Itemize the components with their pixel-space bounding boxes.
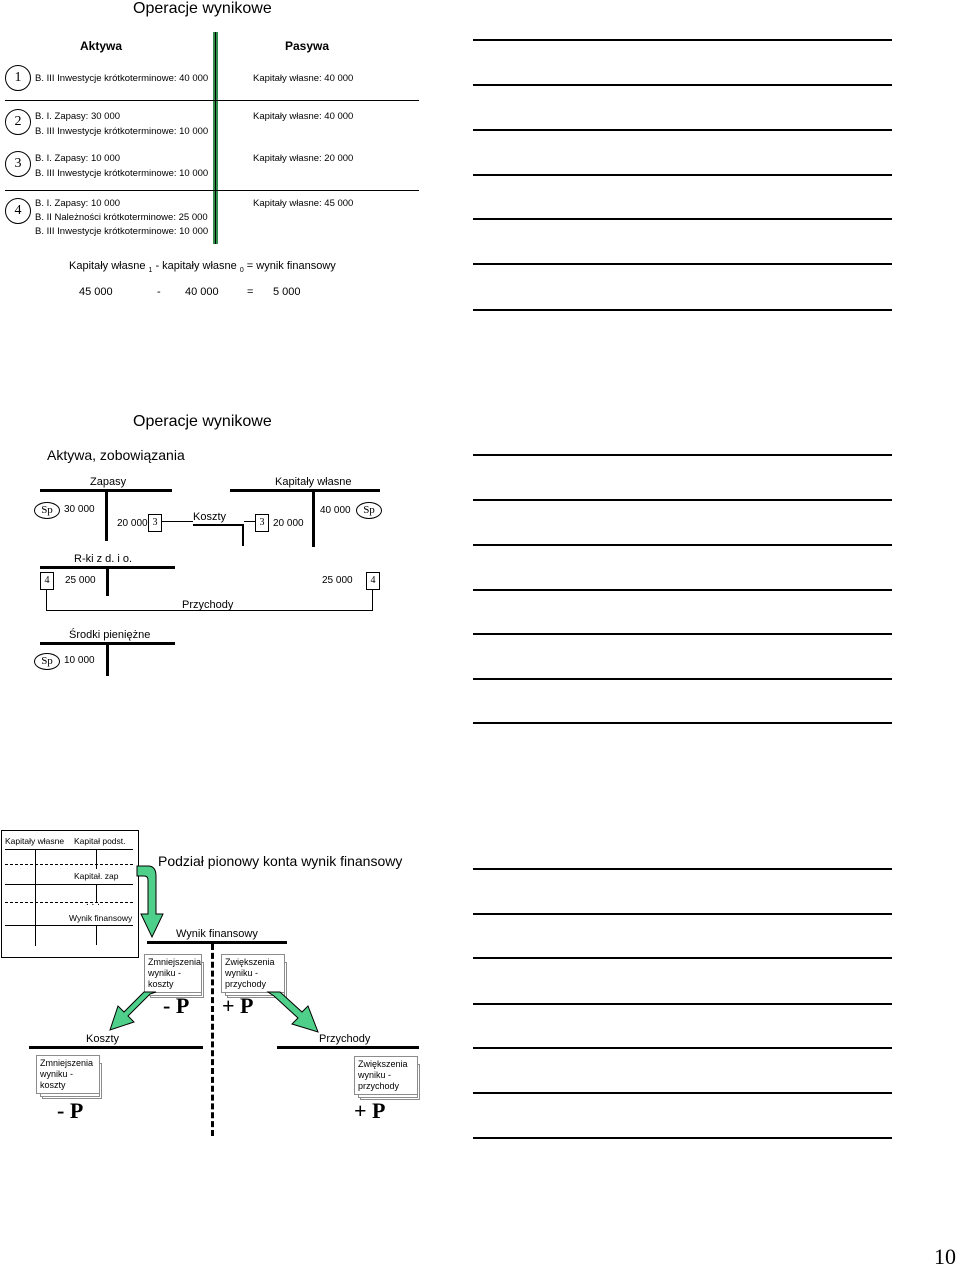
mini-wf-label: Wynik finansowy (69, 913, 133, 923)
assets-header: Aktywa (80, 39, 123, 53)
note-line (473, 39, 892, 41)
row1-assets-line: B. III Inwestycje krótkoterminowe: 40 000 (35, 73, 209, 84)
slide2-subtitle: Aktywa, zobowiązania (47, 447, 185, 463)
zapasy-ref-badge: 3 (148, 514, 162, 532)
connector-line (46, 589, 47, 611)
green-arrow-left-icon (106, 990, 158, 1032)
note-line (473, 129, 892, 131)
mini-kp-label: Kapitał podst. (74, 836, 126, 846)
formula-value-a: 45 000 (79, 286, 113, 298)
row4-assets-line: B. III Inwestycje krótkoterminowe: 10 000 (35, 226, 209, 237)
srodki-account-stem (106, 642, 109, 676)
mini-kw-label: Kapitały własne (5, 836, 65, 846)
note-line (473, 633, 892, 635)
kw-account-stem (312, 489, 315, 547)
row4-assets-line: B. I. Zapasy: 10 000 (35, 198, 121, 209)
mini-line (96, 925, 97, 945)
przychody-top-line (277, 1046, 419, 1049)
note-line (473, 544, 892, 546)
note-line (473, 913, 892, 915)
connector-line (372, 589, 373, 611)
mini-dashed-line (5, 902, 133, 903)
koszty-debit: 20 000 (273, 518, 304, 529)
koszty-ref-badge: 3 (255, 514, 269, 532)
row-separator (5, 190, 419, 191)
mini-kz-label: Kapitał. zap (74, 871, 119, 881)
liabilities-header: Pasywa (285, 39, 330, 53)
slide2-title: Operacje wynikowe (133, 413, 272, 430)
zapasy-debit: 30 000 (64, 504, 95, 515)
formula-op-equals: = (247, 286, 254, 298)
row4-liabilities: Kapitały własne: 45 000 (253, 198, 354, 209)
przychody-ref-badge: 4 (366, 572, 380, 590)
przychody-account-label: Przychody (182, 599, 234, 611)
mini-line (5, 925, 133, 926)
koszty-top-line (29, 1046, 203, 1049)
zapasy-credit: 20 000 (117, 518, 148, 529)
note-line (473, 957, 892, 959)
row3-liabilities: Kapitały własne: 20 000 (253, 153, 354, 164)
row3-assets-line: B. III Inwestycje krótkoterminowe: 10 000 (35, 168, 209, 179)
rkizdio-debit: 25 000 (65, 575, 96, 586)
wf-account-top (147, 941, 287, 944)
slide1-title: Operacje wynikowe (133, 0, 272, 17)
kw-sp-badge: Sp (356, 502, 382, 519)
decrease-costs-box: Zmniejszenia wyniku - koszty (144, 954, 202, 993)
koszty-account-stem (242, 524, 244, 546)
note-line (473, 1003, 892, 1005)
formula-op-minus: - (157, 286, 161, 298)
przychody-credit: 25 000 (322, 575, 353, 586)
minus-p-label: - P (163, 993, 190, 1018)
note-line (473, 868, 892, 870)
slide3-title: Podział pionowy konta wynik finansowy (158, 853, 403, 869)
kw-credit: 40 000 (320, 505, 351, 516)
plus-p-label: + P (222, 993, 254, 1018)
note-line (473, 309, 892, 311)
note-line (473, 174, 892, 176)
row-separator (5, 100, 419, 101)
mini-dots: . . . (86, 897, 100, 908)
vertical-dashed-divider (211, 944, 214, 1136)
formula-value-b: 40 000 (185, 286, 219, 298)
connector-line (244, 521, 255, 522)
wf-account-label: Wynik finansowy (176, 928, 258, 940)
kw-account-top (230, 489, 380, 492)
green-arrow-right-icon (266, 990, 322, 1034)
zapasy-sp-badge: Sp (34, 502, 60, 519)
koszty-account-label: Koszty (193, 511, 227, 523)
mini-line (5, 849, 133, 850)
row-number-badge: 3 (5, 151, 31, 177)
bottom-decrease-box: Zmniejszenia wyniku - koszty (36, 1055, 100, 1094)
rkizdio-ref-badge: 4 (40, 572, 54, 590)
srodki-sp-badge: Sp (34, 653, 60, 670)
page-number: 10 (934, 1244, 956, 1269)
note-line (473, 218, 892, 220)
row-number-badge: 4 (5, 198, 31, 224)
note-line (473, 722, 892, 724)
koszty-label: Koszty (86, 1033, 120, 1045)
srodki-account-label: Środki pieniężne (69, 629, 151, 641)
koszty-account-top (193, 524, 243, 526)
row4-assets-line: B. II Należności krótkoterminowe: 25 000 (35, 212, 208, 223)
row2-liabilities: Kapitały własne: 40 000 (253, 111, 354, 122)
row-number-badge: 1 (5, 65, 31, 91)
zapasy-account-label: Zapasy (90, 476, 127, 488)
connector-line (161, 521, 193, 522)
note-line (473, 263, 892, 265)
note-line (473, 1137, 892, 1139)
note-line (473, 1047, 892, 1049)
note-line (473, 589, 892, 591)
note-line (473, 84, 892, 86)
formula-result: 5 000 (273, 286, 301, 298)
balance-divider (213, 32, 218, 244)
note-line (473, 454, 892, 456)
zapasy-account-stem (105, 489, 108, 541)
bottom-plus-p-label: + P (354, 1098, 386, 1123)
mini-line (5, 884, 133, 885)
bottom-minus-p-label: - P (57, 1098, 84, 1123)
kw-account-label: Kapitały własne (275, 476, 352, 488)
bottom-increase-box: Zwiększenia wyniku - przychody (354, 1056, 418, 1095)
result-formula: Kapitały własne $_1$ - kapitały własne $_0$ = wynik finansowy (69, 260, 336, 275)
note-line (473, 1092, 892, 1094)
row2-assets-line: B. III Inwestycje krótkoterminowe: 10 000 (35, 126, 209, 137)
row3-assets-line: B. I. Zapasy: 10 000 (35, 153, 121, 164)
rkizdio-account-stem (106, 566, 109, 596)
green-arrow-icon (136, 862, 166, 942)
note-line (473, 678, 892, 680)
przychody-label: Przychody (319, 1033, 371, 1045)
mini-line (96, 849, 97, 869)
srodki-debit: 10 000 (64, 655, 95, 666)
mini-dashed-line (5, 864, 133, 865)
increase-revenue-box: Zwiększenia wyniku - przychody (221, 954, 285, 993)
rkizdio-account-label: R-ki z d. i o. (74, 553, 133, 565)
note-line (473, 499, 892, 501)
row1-liabilities: Kapitały własne: 40 000 (253, 73, 354, 84)
row-number-badge: 2 (5, 109, 31, 135)
row2-assets-line: B. I. Zapasy: 30 000 (35, 111, 121, 122)
